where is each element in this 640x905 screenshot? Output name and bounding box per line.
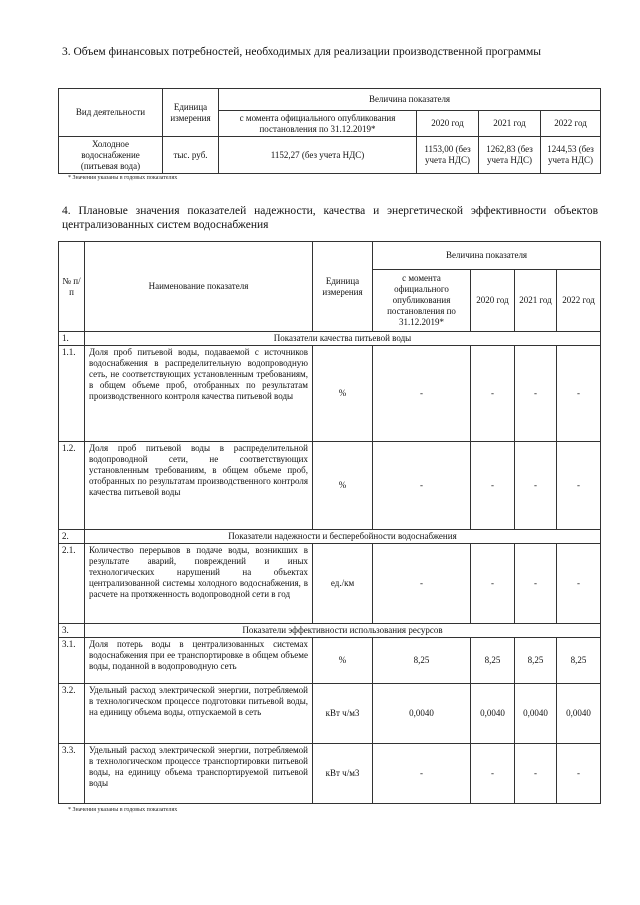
row-indicator-name: Доля проб питьевой воды, подаваемой с источников водоснабжения в распределительную водопроводную сеть, не соответствующих установленным требованиям, в общем объеме проб, отобранных по результатам производственного контроля качества питьевой воды xyxy=(85,346,313,442)
reliability-indicators-table xyxy=(58,241,601,804)
row-number: 3.3. xyxy=(59,744,85,804)
row-unit: % xyxy=(313,638,373,684)
header-since-publication: с момента официального опубликования постановления по 31.12.2019* xyxy=(219,111,417,137)
row-2021: 1262,83 (без учета НДС) xyxy=(479,137,541,174)
row-2020: - xyxy=(471,346,515,442)
row-2021: 0,0040 xyxy=(515,684,557,744)
row-since-publication: - xyxy=(373,346,471,442)
row-unit: кВт ч/м3 xyxy=(313,684,373,744)
row-2021: - xyxy=(515,544,557,624)
row-2020: - xyxy=(471,744,515,804)
section-row xyxy=(59,530,601,544)
table-row xyxy=(59,137,601,174)
row-2021: - xyxy=(515,346,557,442)
row-2022: 0,0040 xyxy=(557,684,601,744)
header-value-group: Величина показателя xyxy=(219,89,601,111)
row-activity: Холодное водоснабжение (питьевая вода) xyxy=(59,137,163,174)
row-2022: - xyxy=(557,544,601,624)
row-since-publication: - xyxy=(373,744,471,804)
header-2020: 2020 год xyxy=(417,111,479,137)
header-unit: Единица измерения xyxy=(313,242,373,332)
row-2022: 8,25 xyxy=(557,638,601,684)
row-unit: кВт ч/м3 xyxy=(313,744,373,804)
row-indicator-name: Доля потерь воды в централизованных системах водоснабжения при ее транспортировке в общем объеме воды, поданной в водопроводную сеть xyxy=(85,638,313,684)
header-2021: 2021 год xyxy=(479,111,541,137)
row-number: 2.1. xyxy=(59,544,85,624)
table-row xyxy=(59,442,601,530)
row-indicator-name: Удельный расход электрической энергии, потребляемой в технологическом процессе подготовки питьевой воды, на единицу объема воды, отпускаемой в сеть xyxy=(85,684,313,744)
row-number: 1.2. xyxy=(59,442,85,530)
financial-needs-table xyxy=(58,88,601,174)
row-2020: 8,25 xyxy=(471,638,515,684)
row-since-publication: 8,25 xyxy=(373,638,471,684)
section3-note: * Значения указаны в годовых показателях xyxy=(68,175,178,181)
section-row xyxy=(59,624,601,638)
header-unit: Единица измерения xyxy=(163,89,219,137)
header-2022: 2022 год xyxy=(541,111,601,137)
header-2021: 2021 год xyxy=(515,270,557,332)
header-name: Наименование показателя xyxy=(85,242,313,332)
row-2021: - xyxy=(515,744,557,804)
row-number: 3.1. xyxy=(59,638,85,684)
row-since-publication: - xyxy=(373,442,471,530)
section-title: Показатели эффективности использования ресурсов xyxy=(85,624,601,638)
row-2020: 1153,00 (без учета НДС) xyxy=(417,137,479,174)
section-number: 3. xyxy=(59,624,85,638)
row-2022: - xyxy=(557,346,601,442)
row-unit: % xyxy=(313,346,373,442)
row-since-publication: 1152,27 (без учета НДС) xyxy=(219,137,417,174)
row-unit: % xyxy=(313,442,373,530)
table-row xyxy=(59,346,601,442)
header-value-group: Величина показателя xyxy=(373,242,601,270)
row-2022: - xyxy=(557,442,601,530)
row-2022: - xyxy=(557,744,601,804)
row-2021: 8,25 xyxy=(515,638,557,684)
header-no: № п/п xyxy=(59,242,85,332)
table-row xyxy=(59,744,601,804)
row-2020: 0,0040 xyxy=(471,684,515,744)
header-2020: 2020 год xyxy=(471,270,515,332)
row-indicator-name: Количество перерывов в подаче воды, возникших в результате аварий, повреждений и иных технологических нарушений на объектах централизованной системы холодного водоснабжения, в расчете на протяженность водопроводной сети в год xyxy=(85,544,313,624)
row-since-publication: - xyxy=(373,544,471,624)
row-since-publication: 0,0040 xyxy=(373,684,471,744)
table-row xyxy=(59,544,601,624)
row-number: 3.2. xyxy=(59,684,85,744)
row-2020: - xyxy=(471,544,515,624)
row-indicator-name: Доля проб питьевой воды в распределительной водопроводной сети, не соответствующих установленным требованиям, в общем объеме проб, отобранных по результатам производственного контроля качества питьевой воды xyxy=(85,442,313,530)
table-row xyxy=(59,638,601,684)
row-unit: тыс. руб. xyxy=(163,137,219,174)
row-indicator-name: Удельный расход электрической энергии, потребляемой в технологическом процессе транспортировки питьевой воды, на единицу объема транспортируемой питьевой воды xyxy=(85,744,313,804)
header-activity: Вид деятельности xyxy=(59,89,163,137)
row-unit: ед./км xyxy=(313,544,373,624)
section3-heading: 3. Объем финансовых потребностей, необходимых для реализации производственной программы xyxy=(62,46,541,58)
row-2021: - xyxy=(515,442,557,530)
row-number: 1.1. xyxy=(59,346,85,442)
section4-note: * Значения указаны в годовых показателях xyxy=(68,807,178,813)
section-title: Показатели качества питьевой воды xyxy=(85,332,601,346)
row-2020: - xyxy=(471,442,515,530)
table-row xyxy=(59,684,601,744)
section-title: Показатели надежности и бесперебойности водоснабжения xyxy=(85,530,601,544)
section-row xyxy=(59,332,601,346)
row-2022: 1244,53 (без учета НДС) xyxy=(541,137,601,174)
section4-heading: 4. Плановые значения показателей надежности, качества и энергетической эффективности объектов централизованных систем водоснабжения xyxy=(62,205,598,231)
header-2022: 2022 год xyxy=(557,270,601,332)
section-number: 1. xyxy=(59,332,85,346)
header-since-publication: с момента официального опубликования постановления по 31.12.2019* xyxy=(373,270,471,332)
section-number: 2. xyxy=(59,530,85,544)
